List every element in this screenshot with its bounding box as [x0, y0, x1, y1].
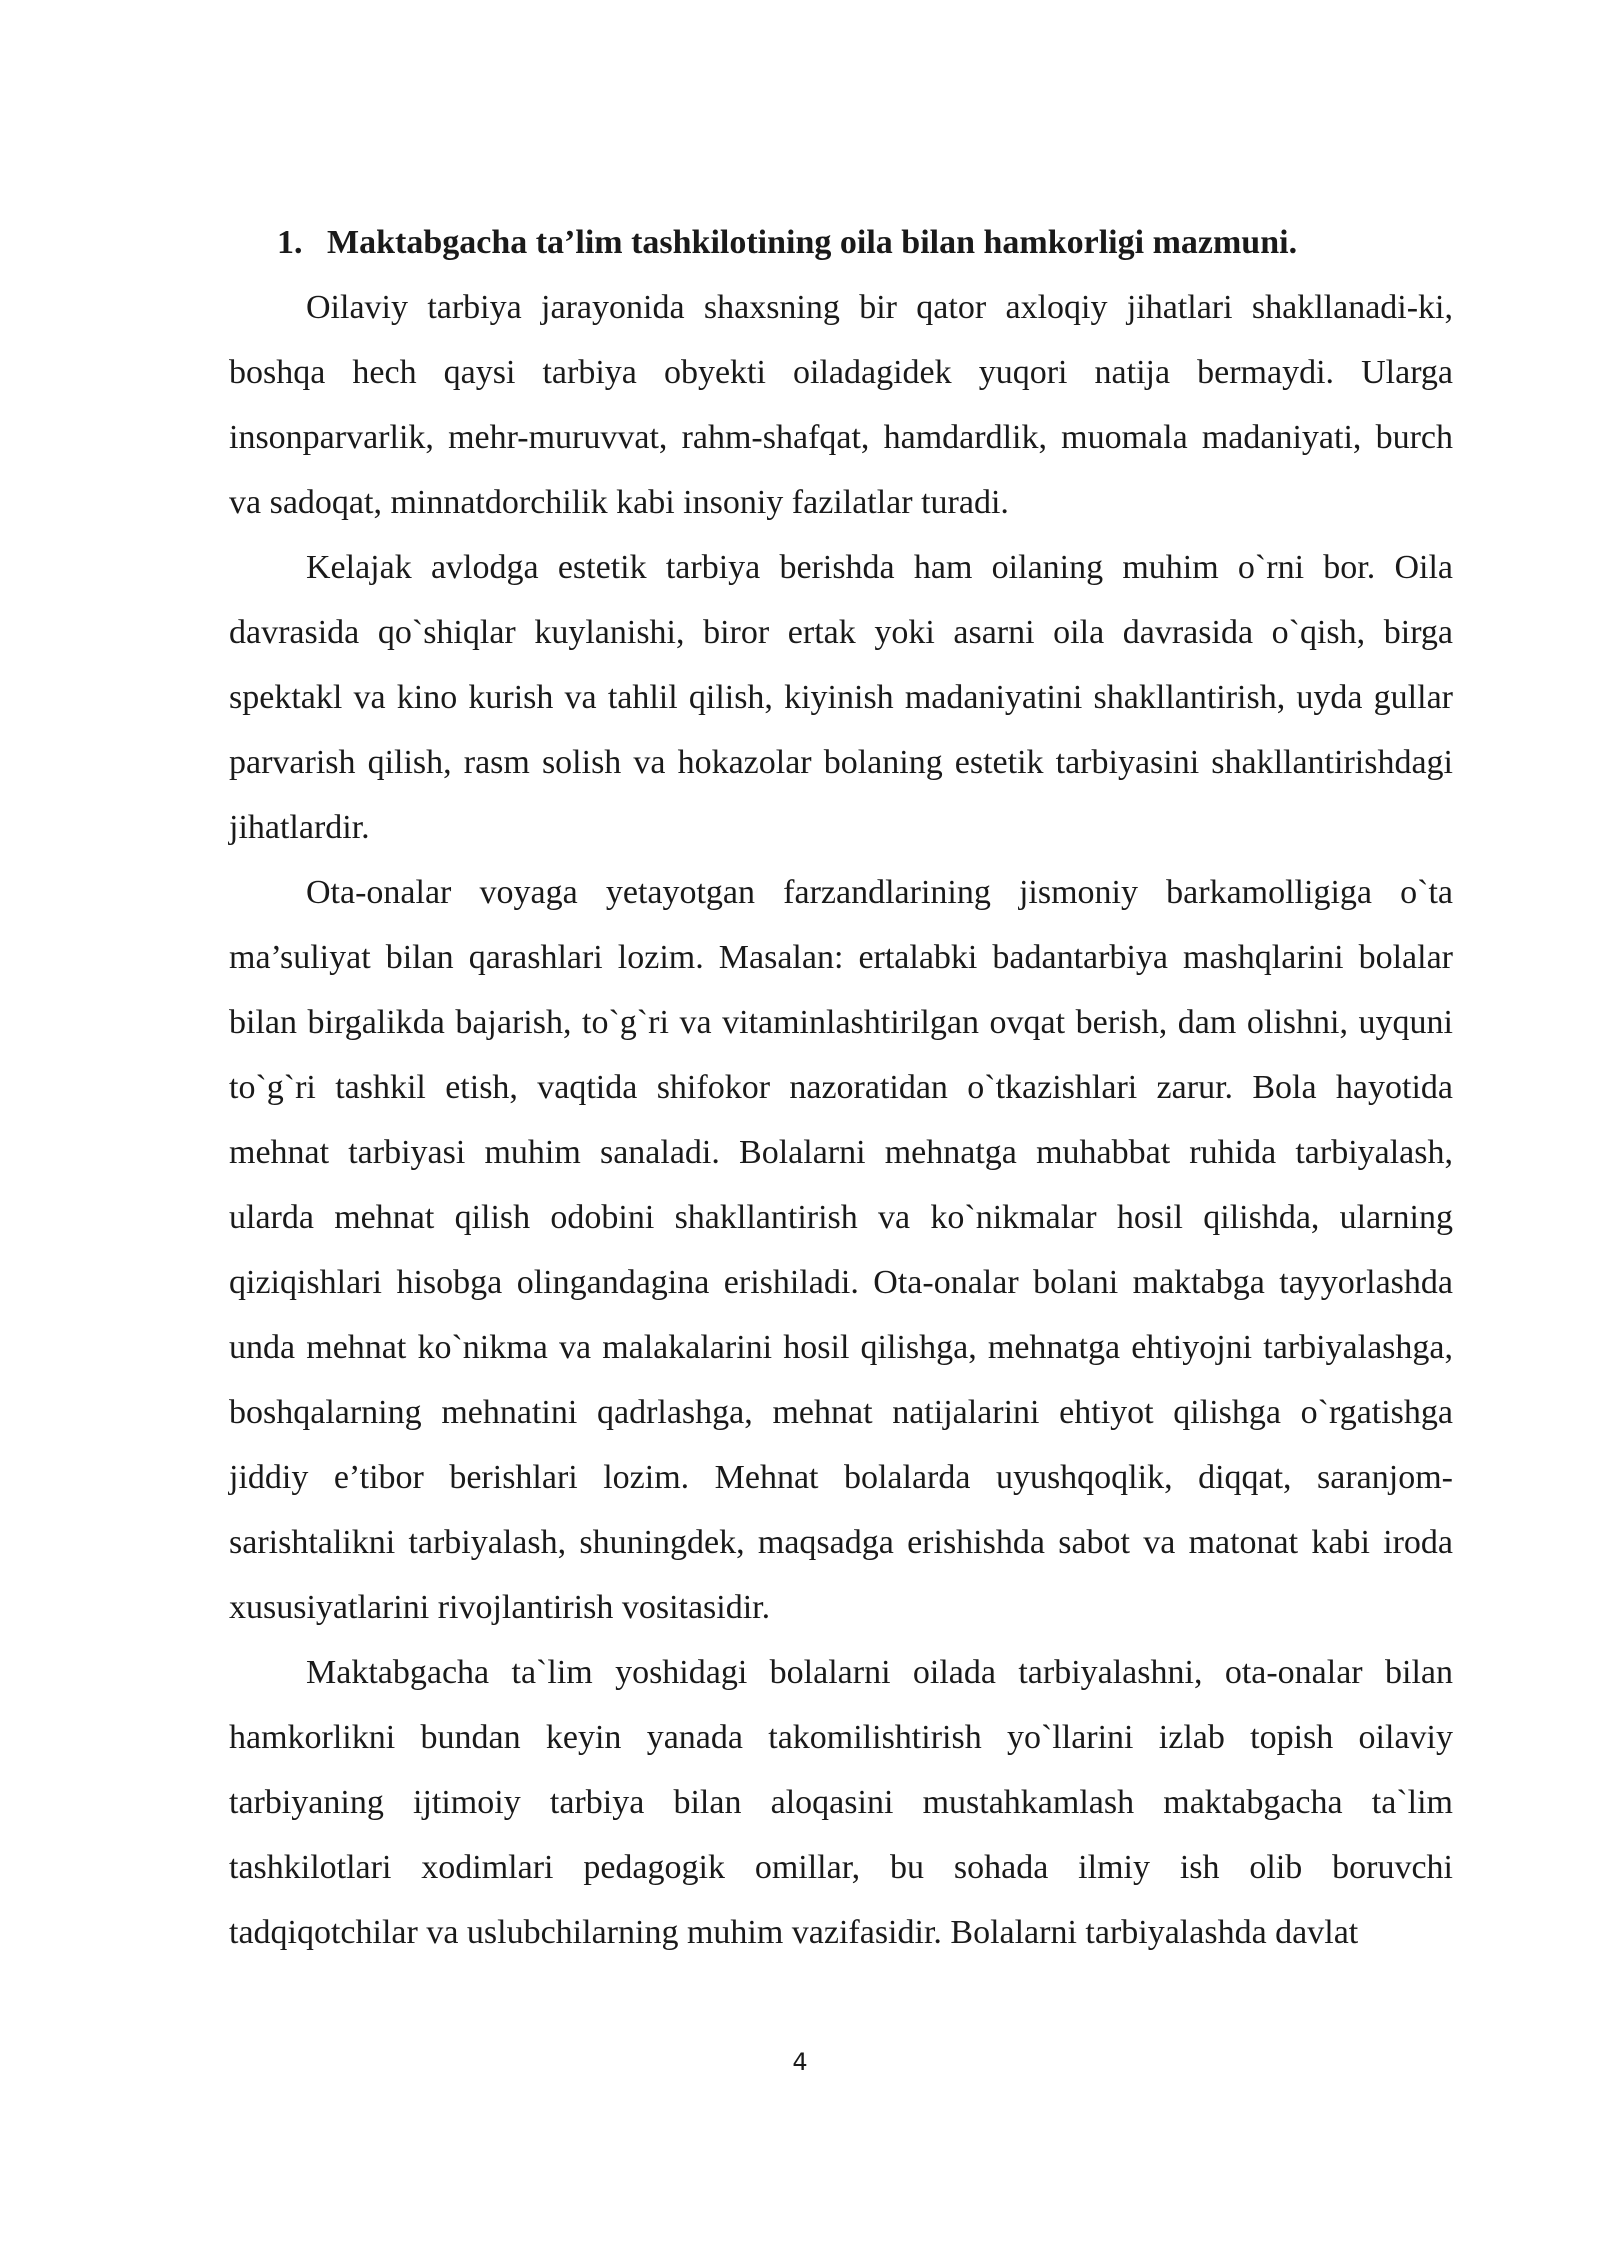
paragraph-moral-upbringing: Oilaviy tarbiya jarayonida shaxsning bir qator axloqiy jihatlari shakllanadi-ki, boshqa hech qaysi tarbiya obyekti oiladagidek yuqori natija bermaydi. Ularga insonparvarlik, mehr-muruvvat, rahm-shafqat, hamdardlik, muomala madaniyati, burch va sadoqat, minnatdorchilik kabi insoniy fazilatlar turadi. [229, 289, 1453, 521]
section-number: 1. [277, 224, 303, 261]
paragraph-aesthetic-upbringing: Kelajak avlodga estetik tarbiya berishda ham oilaning muhim o`rni bor. Oila davrasida qo`shiqlar kuylanishi, biror ertak yoki asarni oila davrasida o`qish, birga spektakl va kino kurish va tahlil qilish, kiyinish madaniyatini shakllantirish, uyda gullar parvarish qilish, rasm solish va hokazolar bolaning estetik tarbiyasini shakllantirishdagi jihatlardir. [229, 549, 1453, 846]
section-title: Maktabgacha ta’lim tashkilotining oila bilan hamkorligi mazmuni. [327, 224, 1298, 261]
section-heading [229, 210, 1453, 275]
page-content [229, 210, 1453, 1965]
paragraph-physical-labor-upbringing: Ota-onalar voyaga yetayotgan farzandlarining jismoniy barkamolligiga o`ta ma’suliyat bilan qarashlari lozim. Masalan: ertalabki badantarbiya mashqlarini bolalar bilan birgalikda bajarish, to`g`ri va vitaminlashtirilgan ovqat berish, dam olishni, uyquni to`g`ri tashkil etish, vaqtida shifokor nazoratidan o`tkazishlari zarur. Bola hayotida mehnat tarbiyasi muhim sanaladi. Bolalarni mehnatga muhabbat ruhida tarbiyalash, ularda mehnat qilish odobini shakllantirish va ko`nikmalar hosil qilishda, ularning qiziqishlari hisobga olingandagina erishiladi. Ota-onalar bolani maktabga tayyorlashda unda mehnat ko`nikma va malakalarini hosil qilishga, mehnatga ehtiyojni tarbiyalashga, boshqalarning mehnatini qadrlashga, mehnat natijalarini ehtiyot qilishga o`rgatishga jiddiy e’tibor berishlari lozim. Mehnat bolalarda uyushqoqlik, diqqat, saranjom-sarishtalikni tarbiyalash, shuningdek, maqsadga erishishda sabot va matonat kabi iroda xususiyatlarini rivojlantirish vositasidir. [229, 874, 1453, 1626]
paragraph-preschool-cooperation: Maktabgacha ta`lim yoshidagi bolalarni oilada tarbiyalashni, ota-onalar bilan hamkorlikni bundan keyin yanada takomilishtirish yo`llarini izlab topish oilaviy tarbiyaning ijtimoiy tarbiya bilan aloqasini mustahkamlash maktabgacha ta`lim tashkilotlari xodimlari pedagogik omillar, bu sohada ilmiy ish olib boruvchi tadqiqotchilar va uslubchilarning muhim vazifasidir. Bolalarni tarbiyalashda davlat [229, 1654, 1453, 1951]
page-number: 4 [792, 2048, 808, 2076]
